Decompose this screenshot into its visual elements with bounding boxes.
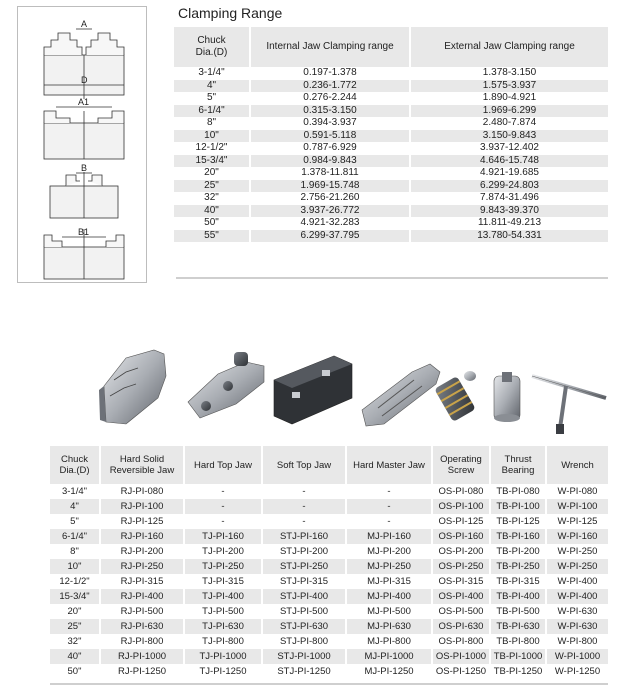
part-numbers-cell: STJ-PI-1250 bbox=[262, 664, 346, 679]
part-numbers-cell: OS-PI-400 bbox=[432, 589, 490, 604]
clamping-range-cell: 4.921-32.283 bbox=[250, 217, 410, 230]
part-numbers-cell: W-PI-160 bbox=[546, 529, 608, 544]
part-numbers-cell: W-PI-630 bbox=[546, 619, 608, 634]
part-numbers-cell: RJ-PI-630 bbox=[100, 619, 184, 634]
part-numbers-cell: TB-PI-080 bbox=[490, 484, 546, 499]
part-numbers-cell: MJ-PI-200 bbox=[346, 544, 432, 559]
part-numbers-cell: W-PI-400 bbox=[546, 589, 608, 604]
part-numbers-cell: OS-PI-080 bbox=[432, 484, 490, 499]
part-numbers-cell: TB-PI-1000 bbox=[490, 649, 546, 664]
part-numbers-cell: W-PI-125 bbox=[557, 516, 598, 527]
part-numbers-cell: - bbox=[346, 484, 432, 499]
part-numbers-cell: STJ-PI-250 bbox=[262, 559, 346, 574]
clamping-range-cell: 1.575-3.937 bbox=[410, 80, 608, 93]
clamping-range-table bbox=[174, 27, 608, 242]
clamping-range-cell: 2.756-21.260 bbox=[250, 192, 410, 205]
part-numbers-cell: 15-3/4" bbox=[50, 589, 100, 604]
table-row bbox=[50, 514, 608, 529]
part-numbers-cell: W-PI-1250 bbox=[554, 666, 601, 677]
jaw-dimension-diagram bbox=[17, 6, 147, 283]
part-numbers-header-0: Chuck Dia.(D) bbox=[50, 446, 100, 484]
table-row bbox=[50, 604, 608, 619]
part-numbers-cell: - bbox=[346, 514, 432, 529]
clamping-range-cell: 0.787-6.929 bbox=[250, 142, 410, 155]
part-numbers-cell: TJ-PI-800 bbox=[184, 634, 262, 649]
part-numbers-cell: MJ-PI-160 bbox=[346, 529, 432, 544]
clamping-range-cell: 0.236-1.772 bbox=[250, 80, 410, 93]
part-numbers-body bbox=[50, 484, 608, 679]
table-row bbox=[174, 92, 608, 105]
clamping-range-cell: 12-1/2" bbox=[174, 142, 250, 155]
table-row bbox=[174, 80, 608, 93]
table-row bbox=[174, 205, 608, 218]
part-numbers-cell: MJ-PI-1250 bbox=[346, 664, 432, 679]
clamping-range-body bbox=[174, 67, 608, 242]
clamping-range-cell: 4" bbox=[174, 80, 250, 93]
part-numbers-cell: 20" bbox=[50, 604, 100, 619]
part-numbers-cell: TJ-PI-400 bbox=[184, 589, 262, 604]
part-numbers-header-2: Hard Top Jaw bbox=[184, 446, 262, 484]
table-row bbox=[50, 619, 608, 634]
part-numbers-cell: STJ-PI-1000 bbox=[262, 649, 346, 664]
part-numbers-cell: W-PI-100 bbox=[546, 499, 608, 514]
table-row bbox=[50, 484, 608, 499]
part-numbers-header-4: Hard Master Jaw bbox=[346, 446, 432, 484]
part-numbers-cell: RJ-PI-500 bbox=[100, 604, 184, 619]
clamping-range-cell: 0.276-2.244 bbox=[250, 92, 410, 105]
clamping-range-cell: 0.591-5.118 bbox=[250, 130, 410, 143]
part-numbers-cell: MJ-PI-250 bbox=[346, 559, 432, 574]
part-numbers-cell: OS-PI-160 bbox=[432, 529, 490, 544]
table-row bbox=[174, 217, 608, 230]
table-row bbox=[174, 192, 608, 205]
clamping-range-cell: 0.197-1.378 bbox=[250, 67, 410, 80]
clamping-range-cell: 25" bbox=[174, 180, 250, 193]
part-numbers-cell: MJ-PI-800 bbox=[346, 634, 432, 649]
part-numbers-cell: RJ-PI-1250 bbox=[100, 664, 184, 679]
clamping-range-cell: 32" bbox=[174, 192, 250, 205]
table-row bbox=[174, 180, 608, 193]
part-numbers-cell: RJ-PI-100 bbox=[100, 499, 184, 514]
clamping-range-cell: 13.780-54.331 bbox=[410, 230, 608, 243]
part-numbers-cell: 32" bbox=[50, 634, 100, 649]
part-numbers-header-row bbox=[50, 446, 608, 484]
table-row bbox=[174, 155, 608, 168]
clamping-range-cell: 55" bbox=[174, 230, 250, 243]
table-row bbox=[50, 664, 608, 679]
part-numbers-cell: TJ-PI-630 bbox=[184, 619, 262, 634]
part-numbers-cell: TB-PI-1250 bbox=[490, 664, 546, 679]
part-numbers-cell: OS-PI-800 bbox=[432, 634, 490, 649]
wrench-icon bbox=[532, 376, 606, 434]
part-numbers-header-3: Soft Top Jaw bbox=[262, 446, 346, 484]
clamping-range-cell: 1.969-15.748 bbox=[250, 180, 410, 193]
table-row bbox=[50, 559, 608, 574]
table-row bbox=[50, 574, 608, 589]
clamping-range-header-2: External Jaw Clamping range bbox=[410, 27, 608, 67]
part-numbers-cell: RJ-PI-160 bbox=[100, 529, 184, 544]
part-numbers-table bbox=[50, 446, 608, 679]
table-row bbox=[174, 105, 608, 118]
part-numbers-cell: 40" bbox=[50, 649, 100, 664]
part-numbers-cell: - bbox=[346, 499, 432, 514]
part-numbers-cell: W-PI-080 bbox=[557, 486, 598, 497]
thrust-bearing-icon bbox=[494, 372, 520, 422]
part-numbers-cell: TJ-PI-160 bbox=[184, 529, 262, 544]
table-row bbox=[50, 499, 608, 514]
clamping-range-cell: 5" bbox=[174, 92, 250, 105]
part-numbers-cell: TB-PI-250 bbox=[490, 559, 546, 574]
parts-illustrations bbox=[96, 346, 610, 438]
clamping-range-cell: 40" bbox=[174, 205, 250, 218]
part-numbers-cell: W-PI-250 bbox=[557, 546, 598, 557]
part-numbers-cell: RJ-PI-200 bbox=[100, 544, 184, 559]
part-numbers-cell: STJ-PI-630 bbox=[262, 619, 346, 634]
table-row bbox=[50, 529, 608, 544]
part-numbers-cell: - bbox=[262, 484, 346, 499]
clamping-range-cell: 10" bbox=[174, 130, 250, 143]
clamping-range-cell: 50" bbox=[174, 217, 250, 230]
table-row bbox=[174, 167, 608, 180]
part-numbers-cell: TB-PI-160 bbox=[490, 529, 546, 544]
part-numbers-cell: TB-PI-500 bbox=[490, 604, 546, 619]
part-numbers-cell: 25" bbox=[50, 619, 100, 634]
clamping-range-cell: 9.843-39.370 bbox=[410, 205, 608, 218]
part-numbers-cell: W-PI-400 bbox=[557, 576, 598, 587]
part-numbers-cell: OS-PI-500 bbox=[432, 604, 490, 619]
part-numbers-cell: 4" bbox=[50, 499, 100, 514]
part-numbers-cell: W-PI-250 bbox=[546, 559, 608, 574]
part-numbers-cell: - bbox=[262, 514, 346, 529]
part-numbers-cell: RJ-PI-1000 bbox=[100, 649, 184, 664]
clamping-range-cell: 7.874-31.496 bbox=[480, 192, 539, 203]
hard-master-jaw-icon bbox=[362, 364, 440, 426]
part-numbers-cell: OS-PI-200 bbox=[432, 544, 490, 559]
label-A: A bbox=[81, 19, 88, 29]
clamping-range-cell: 1.890-4.921 bbox=[482, 92, 537, 103]
part-numbers-cell: 12-1/2" bbox=[50, 574, 100, 589]
label-B1: B1 bbox=[78, 227, 90, 237]
part-numbers-cell: 8" bbox=[50, 544, 100, 559]
clamping-range-header-row bbox=[174, 27, 608, 67]
part-numbers-cell: RJ-PI-080 bbox=[100, 484, 184, 499]
table-row bbox=[174, 142, 608, 155]
part-numbers-cell: TJ-PI-200 bbox=[184, 544, 262, 559]
part-numbers-cell: TB-PI-100 bbox=[490, 499, 546, 514]
table-row bbox=[50, 634, 608, 649]
soft-top-jaw-icon bbox=[274, 356, 352, 424]
part-numbers-cell: W-PI-1000 bbox=[546, 649, 608, 664]
part-numbers-cell: MJ-PI-315 bbox=[346, 574, 432, 589]
hard-solid-reversible-jaw-icon bbox=[99, 350, 166, 424]
part-numbers-cell: TB-PI-125 bbox=[490, 514, 546, 529]
clamping-range-cell: 3.937-12.402 bbox=[480, 142, 539, 153]
part-numbers-header-1: Hard Solid Reversible Jaw bbox=[100, 446, 184, 484]
table-row bbox=[50, 544, 608, 559]
part-numbers-cell: TJ-PI-1000 bbox=[184, 649, 262, 664]
clamping-range-cell: 15-3/4" bbox=[174, 155, 250, 168]
part-numbers-cell: TB-PI-630 bbox=[490, 619, 546, 634]
clamping-range-cell: 8" bbox=[174, 117, 250, 130]
clamping-range-cell: 0.394-3.937 bbox=[250, 117, 410, 130]
clamping-range-cell: 0.315-3.150 bbox=[250, 105, 410, 118]
part-numbers-cell: STJ-PI-160 bbox=[262, 529, 346, 544]
part-numbers-cell: OS-PI-1000 bbox=[432, 649, 490, 664]
part-numbers-cell: STJ-PI-800 bbox=[262, 634, 346, 649]
table-row bbox=[174, 117, 608, 130]
clamping-range-divider bbox=[176, 277, 608, 279]
table-row bbox=[50, 649, 608, 664]
clamping-range-cell: 3-1/4" bbox=[174, 67, 250, 80]
clamping-range-cell: 0.984-9.843 bbox=[250, 155, 410, 168]
part-numbers-cell: MJ-PI-630 bbox=[346, 619, 432, 634]
clamping-range-cell: 1.378-11.811 bbox=[250, 167, 410, 180]
part-numbers-cell: 50" bbox=[50, 664, 100, 679]
part-numbers-cell: RJ-PI-315 bbox=[100, 574, 184, 589]
part-numbers-cell: OS-PI-250 bbox=[432, 559, 490, 574]
part-numbers-cell: MJ-PI-1000 bbox=[346, 649, 432, 664]
clamping-range-cell: 20" bbox=[174, 167, 250, 180]
operating-screw-icon bbox=[434, 371, 476, 422]
part-numbers-cell: TB-PI-200 bbox=[490, 544, 546, 559]
part-numbers-cell: - bbox=[184, 484, 262, 499]
part-numbers-cell: 10" bbox=[50, 559, 100, 574]
jaw-diagrams-svg bbox=[18, 7, 148, 284]
table-row bbox=[50, 589, 608, 604]
part-numbers-cell: RJ-PI-250 bbox=[100, 559, 184, 574]
part-numbers-cell: TB-PI-315 bbox=[490, 574, 546, 589]
clamping-range-cell: 11.811-49.213 bbox=[477, 217, 542, 228]
part-numbers-header-5: Operating Screw bbox=[432, 446, 490, 484]
part-numbers-cell: 3-1/4" bbox=[50, 484, 100, 499]
clamping-range-cell: 2.480-7.874 bbox=[482, 117, 537, 128]
part-numbers-cell: 6-1/4" bbox=[50, 529, 100, 544]
label-B: B bbox=[81, 163, 88, 173]
part-numbers-cell: TJ-PI-250 bbox=[184, 559, 262, 574]
hard-top-jaw-icon bbox=[188, 352, 264, 418]
part-numbers-header-6: Thrust Bearing bbox=[490, 446, 546, 484]
part-numbers-cell: STJ-PI-400 bbox=[262, 589, 346, 604]
part-numbers-cell: TJ-PI-315 bbox=[184, 574, 262, 589]
part-numbers-cell: STJ-PI-500 bbox=[262, 604, 346, 619]
clamping-range-cell: 6.299-24.803 bbox=[410, 180, 608, 193]
part-numbers-header-7: Wrench bbox=[546, 446, 608, 484]
part-numbers-cell: OS-PI-630 bbox=[432, 619, 490, 634]
part-numbers-cell: RJ-PI-800 bbox=[100, 634, 184, 649]
part-numbers-cell: RJ-PI-125 bbox=[100, 514, 184, 529]
part-numbers-cell: OS-PI-125 bbox=[432, 514, 490, 529]
clamping-range-title: Clamping Range bbox=[178, 5, 283, 21]
clamping-range-cell: 4.921-19.685 bbox=[480, 167, 539, 178]
part-numbers-cell: TB-PI-800 bbox=[490, 634, 546, 649]
label-D: D bbox=[81, 75, 88, 85]
part-numbers-cell: STJ-PI-200 bbox=[262, 544, 346, 559]
clamping-range-cell: 4.646-15.748 bbox=[410, 155, 608, 168]
table-row bbox=[174, 230, 608, 243]
part-numbers-cell: TJ-PI-1250 bbox=[184, 664, 262, 679]
table-row bbox=[174, 67, 608, 80]
part-numbers-cell: OS-PI-100 bbox=[432, 499, 490, 514]
part-numbers-cell: - bbox=[262, 499, 346, 514]
part-numbers-cell: W-PI-800 bbox=[557, 636, 598, 647]
part-numbers-cell: MJ-PI-400 bbox=[346, 589, 432, 604]
table-row bbox=[174, 130, 608, 143]
parts-svg bbox=[96, 346, 610, 438]
part-numbers-cell: 5" bbox=[50, 514, 100, 529]
part-numbers-cell: TB-PI-400 bbox=[490, 589, 546, 604]
part-numbers-cell: TJ-PI-500 bbox=[184, 604, 262, 619]
part-numbers-cell: - bbox=[184, 499, 262, 514]
clamping-range-header-1: Internal Jaw Clamping range bbox=[250, 27, 410, 67]
part-numbers-cell: - bbox=[184, 514, 262, 529]
label-A1: A1 bbox=[78, 97, 90, 107]
part-numbers-cell: RJ-PI-400 bbox=[100, 589, 184, 604]
part-numbers-cell: OS-PI-315 bbox=[432, 574, 490, 589]
clamping-range-cell: 1.378-3.150 bbox=[482, 67, 537, 78]
part-numbers-cell: W-PI-630 bbox=[557, 606, 598, 617]
clamping-range-cell: 1.969-6.299 bbox=[410, 105, 608, 118]
part-numbers-divider bbox=[50, 683, 608, 685]
clamping-range-header-0: Chuck Dia.(D) bbox=[174, 27, 250, 67]
part-numbers-cell: OS-PI-1250 bbox=[432, 664, 490, 679]
clamping-range-cell: 6.299-37.795 bbox=[250, 230, 410, 243]
clamping-range-cell: 3.150-9.843 bbox=[410, 130, 608, 143]
clamping-range-cell: 6-1/4" bbox=[174, 105, 250, 118]
part-numbers-cell: MJ-PI-500 bbox=[346, 604, 432, 619]
part-numbers-cell: STJ-PI-315 bbox=[262, 574, 346, 589]
clamping-range-cell: 3.937-26.772 bbox=[250, 205, 410, 218]
